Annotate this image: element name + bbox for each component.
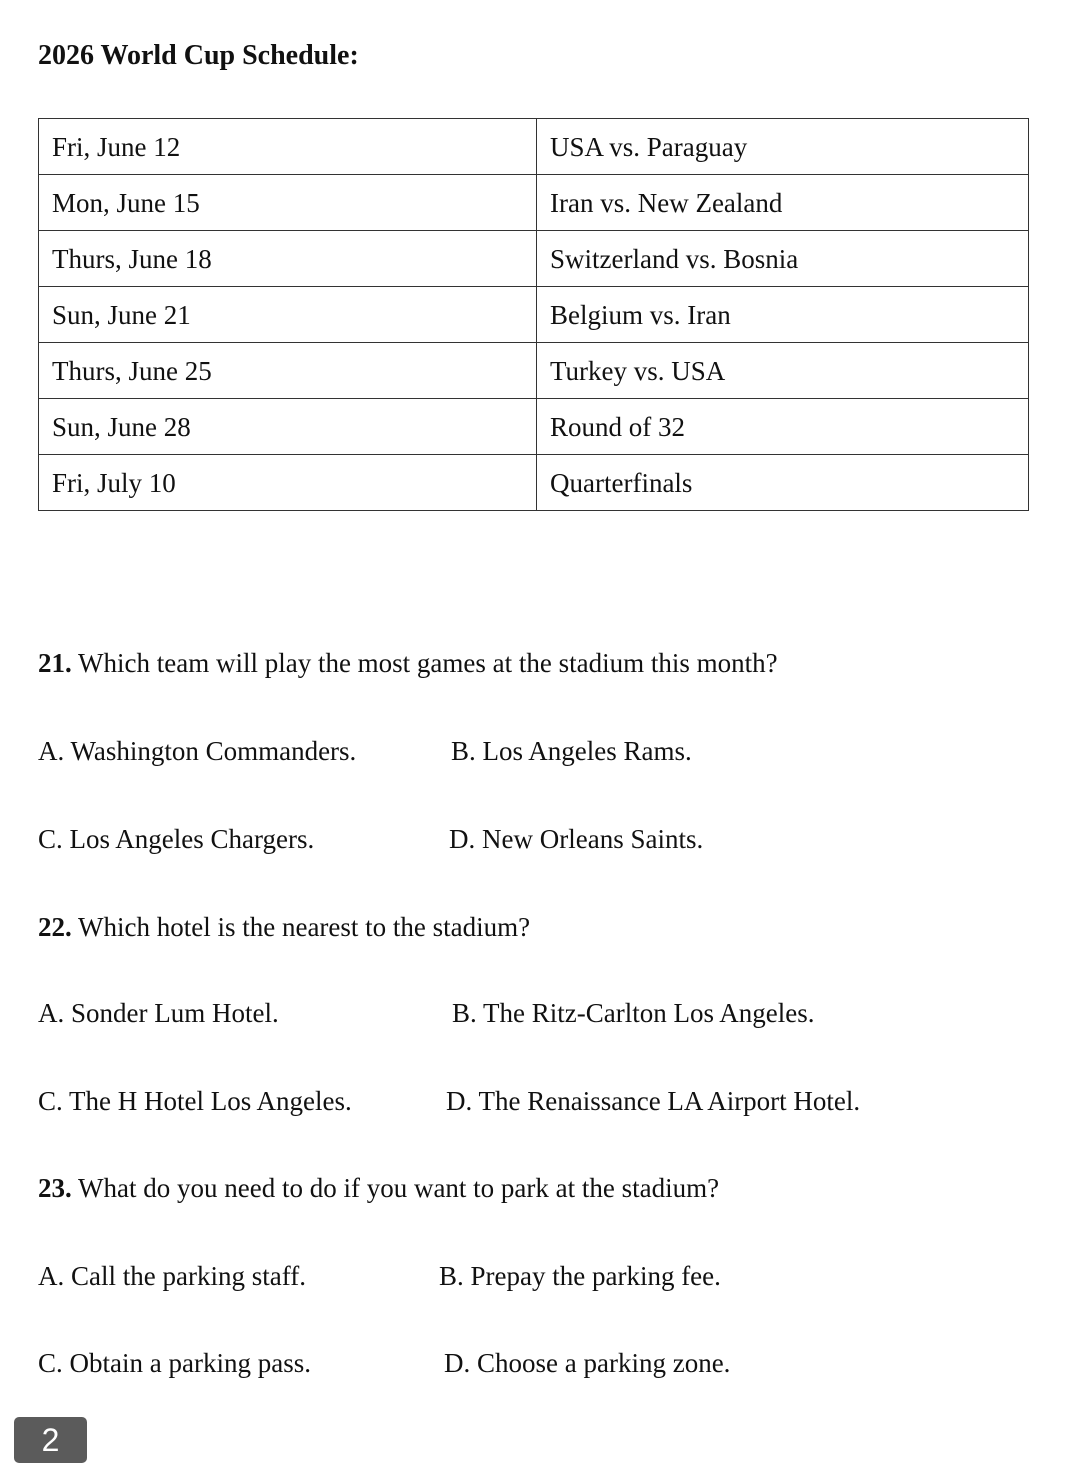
- table-row: [39, 287, 1029, 343]
- schedule-date: Sun, June 28: [39, 399, 537, 455]
- schedule-date: Mon, June 15: [39, 175, 537, 231]
- table-row: [39, 455, 1029, 511]
- question-23-option-d[interactable]: D. Choose a parking zone.: [444, 1348, 731, 1378]
- schedule-date: Sun, June 21: [39, 287, 537, 343]
- schedule-date: Fri, June 12: [39, 119, 537, 175]
- page-title: 2026 World Cup Schedule:: [38, 40, 359, 71]
- question-text: Which hotel is the nearest to the stadium?: [71, 912, 531, 942]
- question-22-option-d[interactable]: D. The Renaissance LA Airport Hotel.: [446, 1086, 861, 1116]
- question-21: [38, 646, 778, 680]
- question-22: [38, 910, 530, 944]
- question-23-option-c[interactable]: C. Obtain a parking pass.: [38, 1348, 311, 1378]
- question-21-option-b[interactable]: B. Los Angeles Rams.: [451, 736, 692, 766]
- question-23-option-b[interactable]: B. Prepay the parking fee.: [439, 1261, 721, 1291]
- schedule-date: Fri, July 10: [39, 455, 537, 511]
- table-row: [39, 343, 1029, 399]
- table-row: [39, 119, 1029, 175]
- question-22-option-b[interactable]: B. The Ritz-Carlton Los Angeles.: [452, 998, 815, 1028]
- question-23-option-a[interactable]: A. Call the parking staff.: [38, 1261, 306, 1291]
- schedule-match: Quarterfinals: [537, 455, 1029, 511]
- question-number: 21.: [38, 648, 72, 678]
- question-number: 22.: [38, 912, 72, 942]
- question-21-option-a[interactable]: A. Washington Commanders.: [38, 736, 357, 766]
- schedule-match: Switzerland vs. Bosnia: [537, 231, 1029, 287]
- question-text: Which team will play the most games at the stadium this month?: [71, 648, 778, 678]
- schedule-date: Thurs, June 18: [39, 231, 537, 287]
- schedule-match: USA vs. Paraguay: [537, 119, 1029, 175]
- schedule-match: Belgium vs. Iran: [537, 287, 1029, 343]
- question-21-option-c[interactable]: C. Los Angeles Chargers.: [38, 824, 315, 854]
- page-number-badge: 2: [14, 1417, 87, 1463]
- schedule-table: [38, 118, 1029, 511]
- schedule-match: Round of 32: [537, 399, 1029, 455]
- table-row: [39, 399, 1029, 455]
- question-21-option-d[interactable]: D. New Orleans Saints.: [449, 824, 704, 854]
- schedule-match: Iran vs. New Zealand: [537, 175, 1029, 231]
- schedule-match: Turkey vs. USA: [537, 343, 1029, 399]
- table-row: [39, 175, 1029, 231]
- question-text: What do you need to do if you want to park at the stadium?: [71, 1173, 720, 1203]
- schedule-date: Thurs, June 25: [39, 343, 537, 399]
- question-23: [38, 1171, 719, 1205]
- question-number: 23.: [38, 1173, 72, 1203]
- question-22-option-c[interactable]: C. The H Hotel Los Angeles.: [38, 1086, 352, 1116]
- table-row: [39, 231, 1029, 287]
- question-22-option-a[interactable]: A. Sonder Lum Hotel.: [38, 998, 279, 1028]
